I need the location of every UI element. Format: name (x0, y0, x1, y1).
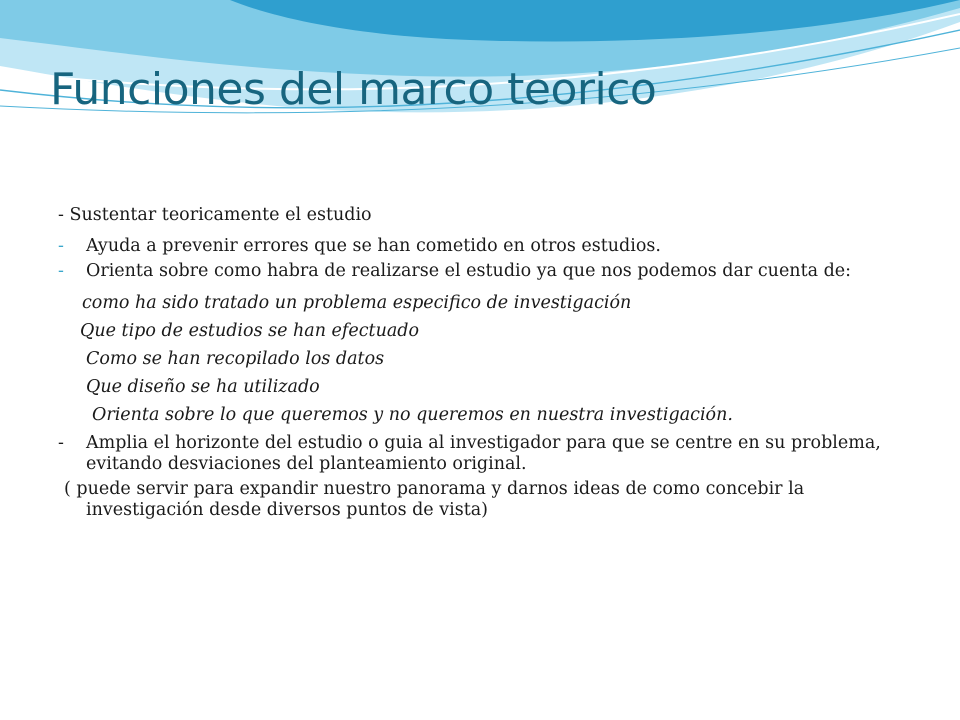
list-item (58, 377, 898, 398)
list-item (58, 261, 898, 282)
list-item-text: Sustentar teoricamente el estudio (69, 205, 372, 225)
list-item (58, 349, 898, 370)
list-item (58, 293, 898, 314)
list-item (58, 433, 898, 475)
dash-marker: - (58, 261, 64, 281)
list-item (58, 205, 898, 226)
list-item-text: Como se han recopilado los datos (86, 349, 385, 369)
dash-marker: - (58, 205, 64, 225)
list-item (58, 479, 898, 521)
list-item-text: Ayuda a prevenir errores que se han cometido en otros estudios. (86, 236, 661, 256)
list-item-text: ( puede servir para expandir nuestro panorama y darnos ideas de como concebir la investigación desde diversos puntos de vista) (64, 479, 805, 520)
list-item-text: como ha sido tratado un problema especifico de investigación (82, 293, 632, 313)
list-item-text: Orienta sobre como habra de realizarse el estudio ya que nos podemos dar cuenta de: (86, 261, 852, 281)
list-item-text: Amplia el horizonte del estudio o guia al investigador para que se centre en su problema, evitando desviaciones del planteamiento original. (86, 433, 881, 474)
list-item-text: Orienta sobre lo que queremos y no queremos en nuestra investigación. (92, 405, 733, 425)
list-item (58, 236, 898, 257)
list-item-text: Que tipo de estudios se han efectuado (80, 321, 420, 341)
list-item (58, 405, 898, 426)
slide-body (58, 205, 898, 520)
list-item (58, 321, 898, 342)
slide-title: Funciones del marco teorico (50, 64, 657, 115)
dash-marker: - (58, 236, 64, 256)
dash-marker: - (58, 433, 64, 453)
list-item-text: Que diseño se ha utilizado (86, 377, 320, 397)
